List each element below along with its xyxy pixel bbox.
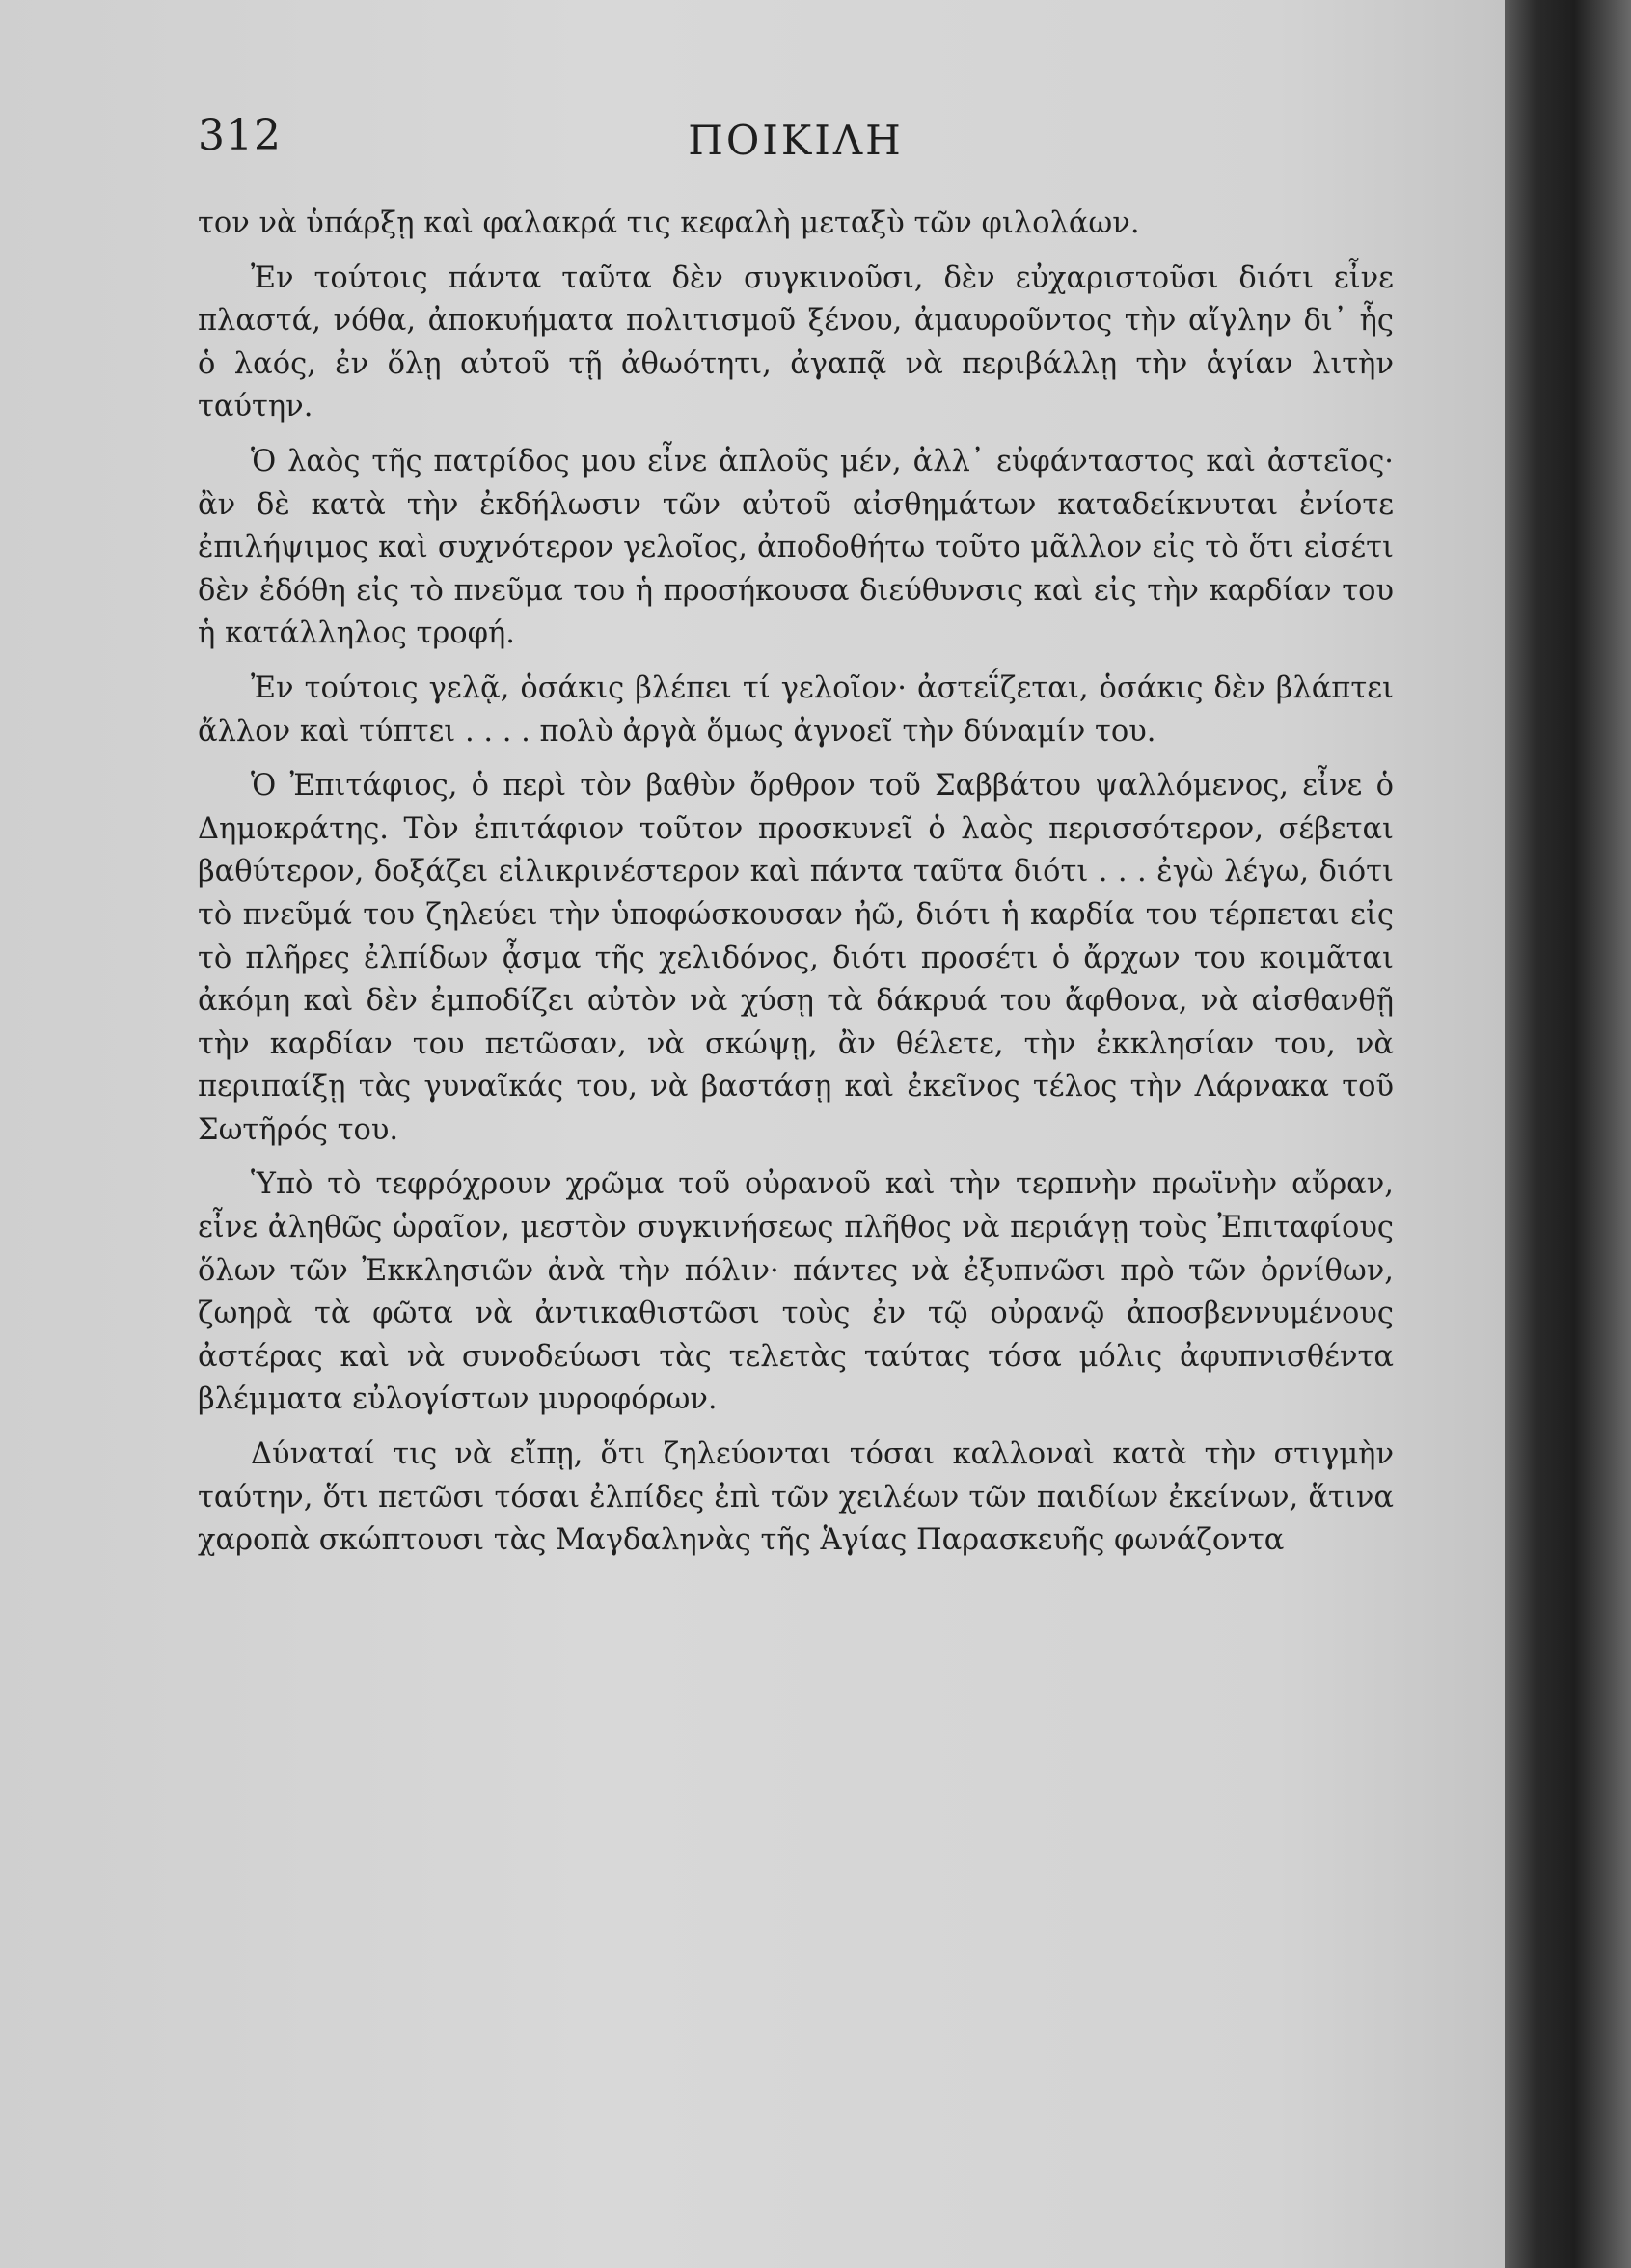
paragraph: Ὁ Ἐπιτάφιος, ὁ περὶ τὸν βαθὺν ὄρθρον τοῦ Σαββάτου ψαλλόμενος, εἶνε ὁ Δημοκράτης. Τὸν ἐπιτάφιον τοῦτον προσκυνεῖ ὁ λαὸς περισσότερον, σέβεται βαθύτερον, δοξάζει εἰλικρινέστερον καὶ πάντα ταῦτα διότι . . . ἐγὼ λέγω, διότι τὸ πνεῦμά του ζηλεύει τὴν ὑποφώσκουσαν ἠῶ, διότι ἡ καρδία του τέρπεται εἰς τὸ πλῆρες ἐλπίδων ᾆσμα τῆς χελιδόνος, διότι προσέτι ὁ ἄρχων του κοιμᾶται ἀκόμη καὶ δὲν ἐμποδίζει αὐτὸν νὰ χύσῃ τὰ δάκρυά του ἄφθονα, νὰ αἰσθανθῇ τὴν καρδίαν του πετῶσαν, νὰ σκώψῃ, ἂν θέλετε, τὴν ἐκκλησίαν του, νὰ περιπαίξῃ τὰς γυναῖκάς του, νὰ βαστάσῃ καὶ ἐκεῖνος τέλος τὴν Λάρνακα τοῦ Σωτῆρός του.: [198, 769, 1394, 1147]
paragraph: Ὑπὸ τὸ τεφρόχρουν χρῶμα τοῦ οὐρανοῦ καὶ τὴν τερπνὴν πρωϊνὴν αὔραν, εἶνε ἀληθῶς ὡραῖον, μεστὸν συγκινήσεως πλῆθος νὰ περιάγῃ τοὺς Ἐπιταφίους ὅλων τῶν Ἐκκλησιῶν ἀνὰ τὴν πόλιν· πάντες νὰ ἐξυπνῶσι πρὸ τῶν ὀρνίθων, ζωηρὰ τὰ φῶτα νὰ ἀντικαθιστῶσι τοὺς ἐν τῷ οὐρανῷ ἀποσβεννυμένους ἀστέρας καὶ νὰ συνοδεύωσι τὰς τελετὰς ταύτας τόσα μόλις ἀφυπνισθέντα βλέμματα εὐλογίστων μυροφόρων.: [198, 1167, 1394, 1417]
paragraph: Ἐν τούτοις γελᾷ, ὁσάκις βλέπει τί γελοῖον· ἀστεΐζεται, ὁσάκις δὲν βλάπτει ἄλλον καὶ τύπτει . . . . πολὺ ἀργὰ ὅμως ἀγνοεῖ τὴν δύναμίν του.: [198, 670, 1394, 749]
paragraph: Ἐν τούτοις πάντα ταῦτα δὲν συγκινοῦσι, δὲν εὐχαριστοῦσι διότι εἶνε πλαστά, νόθα, ἀποκυήματα πολιτισμοῦ ξένου, ἀμαυροῦντος τὴν αἴγλην δι᾽ ἧς ὁ λαός, ἐν ὅλῃ αὐτοῦ τῇ ἀθωότητι, ἀγαπᾷ νὰ περιβάλλῃ τὴν ἁγίαν λιτὴν ταύτην.: [198, 260, 1394, 424]
page-header: [198, 111, 1394, 178]
body-text: [198, 203, 1394, 1563]
paragraph: Δύναταί τις νὰ εἴπῃ, ὅτι ζηλεύονται τόσαι καλλοναὶ κατὰ τὴν στιγμὴν ταύτην, ὅτι πετῶσι τόσαι ἐλπίδες ἐπὶ τῶν χειλέων τῶν παιδίων ἐκείνων, ἅτινα χαροπὰ σκώπτουσι τὰς Μαγδαληνὰς τῆς Ἁγίας Παρασκευῆς φωνάζοντα: [198, 1437, 1394, 1558]
paragraph: Ὁ λαὸς τῆς πατρίδος μου εἶνε ἁπλοῦς μέν, ἀλλ᾽ εὐφάνταστος καὶ ἀστεῖος· ἂν δὲ κατὰ τὴν ἐκδήλωσιν τῶν αὐτοῦ αἰσθημάτων καταδείκνυται ἐνίοτε ἐπιλήψιμος καὶ συχνότερον γελοῖος, ἀποδοθήτω τοῦτο μᾶλλον εἰς τὸ ὅτι εἰσέτι δὲν ἐδόθη εἰς τὸ πνεῦμα του ἡ προσήκουσα διεύθυνσις καὶ εἰς τὴν καρδίαν του ἡ κατάλληλος τροφή.: [198, 444, 1394, 651]
paragraph: τον νὰ ὑπάρξῃ καὶ φαλακρά τις κεφαλὴ μεταξὺ τῶν φιλολάων.: [198, 206, 1140, 240]
book-binding-shadow: [1505, 0, 1631, 2268]
page-number: 312: [198, 111, 282, 160]
running-title: ΠΟΙΚΙΛΗ: [688, 117, 904, 164]
